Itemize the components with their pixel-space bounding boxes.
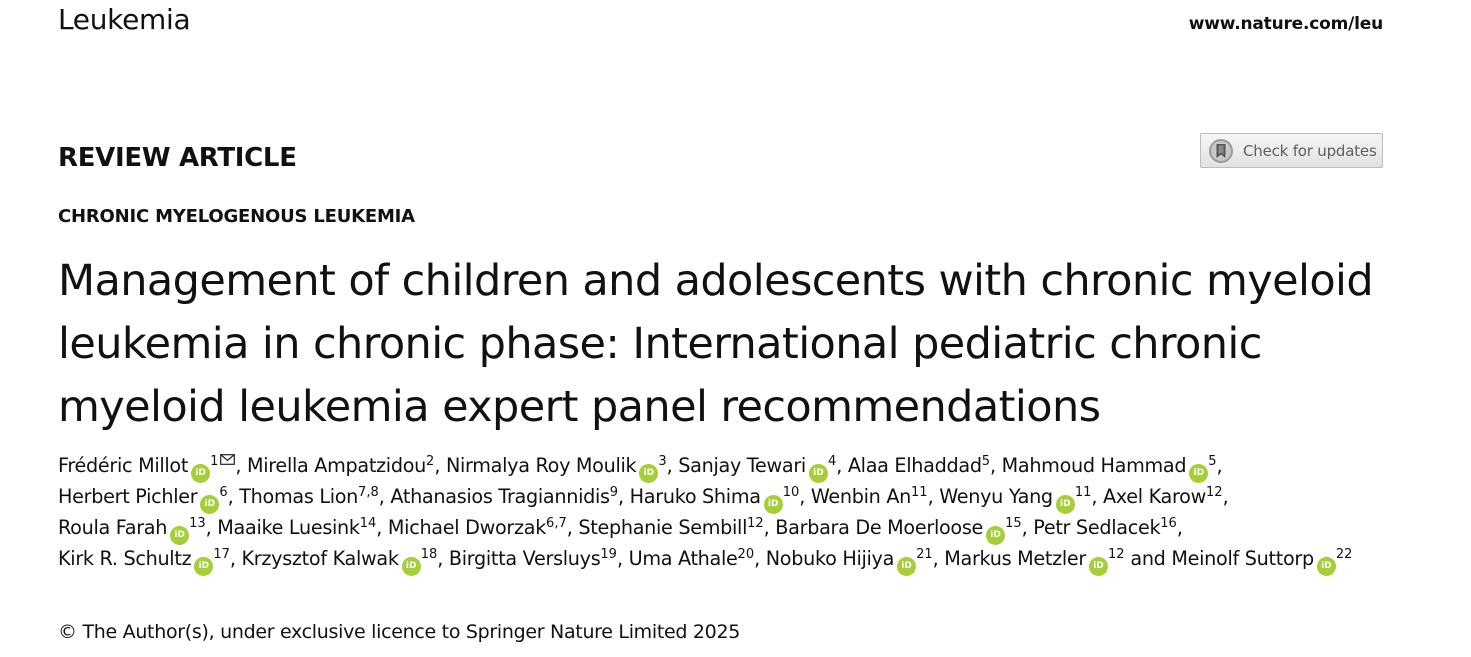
author: Wenbin An$^{11}$, [810,485,934,508]
author-name[interactable]: Maaike Luesink [217,516,360,539]
check-for-updates-button[interactable] [1200,133,1383,168]
journal-url[interactable]: www.nature.com/leu [1188,14,1383,34]
copyright-notice: © The Author(s), under exclusive licence to Springer Nature Limited 2025 [58,621,741,643]
author-name[interactable]: Axel Karow [1102,485,1207,508]
author-name[interactable]: Haruko Shima [629,485,761,508]
author-name[interactable]: Nirmalya Roy Moulik [445,454,637,477]
author: Frédéric Millot $iD^1$ , [58,454,241,477]
orcid-icon[interactable]: iD [200,495,219,514]
author-name[interactable]: Krzysztof Kalwak [241,547,399,570]
author-name[interactable]: Wenyu Yang [939,485,1053,508]
orcid-icon[interactable]: iD [194,557,213,576]
author: Nirmalya Roy Moulik $iD^3$, [446,454,673,477]
affiliation-number[interactable]: 17 [213,547,230,562]
author-conjunction: and [1130,547,1166,570]
affiliation-number[interactable]: 15 [1005,516,1022,531]
author-name[interactable]: Meinolf Suttorp [1171,547,1314,570]
affiliation-number[interactable]: 12 [747,516,764,531]
affiliation-number[interactable]: 21 [916,547,933,562]
author-name[interactable]: Athanasios Tragiannidis [390,485,610,508]
affiliation-number[interactable]: 7,8 [358,485,379,500]
article-type: REVIEW ARTICLE [58,143,297,173]
author-name[interactable]: Birgitta Versluys [448,547,601,570]
author: Birgitta Versluys$^{19}$, [448,547,623,570]
affiliation-number[interactable]: 13 [189,516,206,531]
orcid-icon[interactable]: iD [191,464,210,483]
author: Petr Sedlacek$^{16}$, [1033,516,1183,539]
author-name[interactable]: Herbert Pichler [58,485,198,508]
author-name[interactable]: Sanjay Tewari [678,454,806,477]
author-name[interactable]: Thomas Lion [239,485,359,508]
affiliation-number[interactable]: 10 [782,485,800,500]
author-name[interactable]: Stephanie Sembill [578,516,748,539]
orcid-icon[interactable]: iD [897,557,916,576]
orcid-icon[interactable]: iD [809,464,828,483]
author: Stephanie Sembill$^{12}$, [578,516,770,539]
author: Michael Dworzak$^{6,7}$, [387,516,573,539]
author-name[interactable]: Mirella Ampatzidou [246,454,427,477]
affiliation-number[interactable]: 20 [737,547,755,562]
orcid-icon[interactable]: iD [1317,557,1336,576]
author [1171,547,1352,570]
orcid-icon[interactable]: iD [639,464,658,483]
affiliation-number[interactable]: 19 [600,547,617,562]
article-title: Management of children and adolescents with chronic myeloid leukemia in chronic phase: International pediatric chronic myeloid leukemia expert panel recommendations [58,256,1374,432]
orcid-icon[interactable]: iD [764,495,783,514]
affiliation-number[interactable]: 9 [609,485,619,500]
author: Nobuko Hijiya $iD^{21}$, [766,547,939,570]
author: Thomas Lion$^{7,8}$, [239,485,385,508]
orcid-icon[interactable]: iD [1189,464,1208,483]
author: Maaike Luesink$^{14}$, [217,516,383,539]
author-name[interactable]: Kirk R. Schultz [58,547,192,570]
orcid-icon[interactable]: iD [1089,557,1108,576]
author: Barbara De Moerloose $iD^{15}$, [775,516,1027,539]
journal-name: Leukemia [58,3,191,36]
affiliation-number[interactable]: 3 [658,454,667,469]
author: Kirk R. Schultz $iD^{17}$, [58,547,236,570]
check-for-updates-label: Check for updates [1243,141,1377,160]
orcid-icon[interactable]: iD [986,526,1005,545]
author: Mirella Ampatzidou$^2$, [246,454,441,477]
affiliation-number[interactable]: 1 [210,454,219,469]
orcid-icon[interactable]: iD [402,557,421,576]
author: Krzysztof Kalwak $iD^{18}$, [242,547,444,570]
affiliation-number[interactable]: 11 [1074,485,1092,500]
orcid-icon[interactable]: iD [170,526,189,545]
affiliation-number[interactable]: 16 [1160,516,1177,531]
author-name[interactable]: Uma Athale [628,547,738,570]
author-name[interactable]: Alaa Elhaddad [847,454,982,477]
author-name[interactable]: Frédéric Millot [58,454,189,477]
affiliation-number[interactable]: 5 [1208,454,1217,469]
author: Mahmoud Hammad $iD^5$, [1002,454,1223,477]
affiliation-number[interactable]: 12 [1108,547,1125,562]
affiliation-number[interactable]: 14 [359,516,377,531]
author-name[interactable]: Markus Metzler [944,547,1086,570]
author: Athanasios Tragiannidis$^9$, [390,485,624,508]
author: Haruko Shima $iD^{10}$, [630,485,805,508]
subject-category: CHRONIC MYELOGENOUS LEUKEMIA [58,206,415,227]
author: Roula Farah $iD^{13}$, [58,516,211,539]
affiliation-number[interactable]: 4 [827,454,837,469]
affiliation-number[interactable]: 2 [426,454,435,469]
envelope-icon[interactable] [220,454,235,465]
author-list [58,452,1358,576]
affiliation-number[interactable]: 22 [1335,547,1353,562]
author-name[interactable]: Nobuko Hijiya [765,547,895,570]
affiliation-number[interactable]: 12 [1206,485,1223,500]
author: Herbert Pichler $iD^6$, [58,485,233,508]
affiliation-number[interactable]: 5 [981,454,990,469]
orcid-icon[interactable]: iD [1056,495,1075,514]
affiliation-number[interactable]: 6,7 [546,516,567,531]
author-name[interactable]: Mahmoud Hammad [1001,454,1187,477]
author-name[interactable]: Petr Sedlacek [1033,516,1161,539]
author-name[interactable]: Michael Dworzak [387,516,547,539]
affiliation-number[interactable]: 6 [219,485,228,500]
author-name[interactable]: Roula Farah [58,516,168,539]
author: Axel Karow$^{12}$, [1102,485,1229,508]
author: Alaa Elhaddad$^5$, [847,454,996,477]
author: Uma Athale$^{20}$, [628,547,760,570]
affiliation-number[interactable]: 11 [911,485,928,500]
affiliation-number[interactable]: 18 [420,547,438,562]
author-name[interactable]: Wenbin An [810,485,912,508]
author-name[interactable]: Barbara De Moerloose [775,516,984,539]
author: Sanjay Tewari $iD^4$, [678,454,842,477]
author [944,547,1124,570]
author: Wenyu Yang $iD^{11}$, [939,485,1097,508]
bookmark-icon [1208,138,1234,164]
